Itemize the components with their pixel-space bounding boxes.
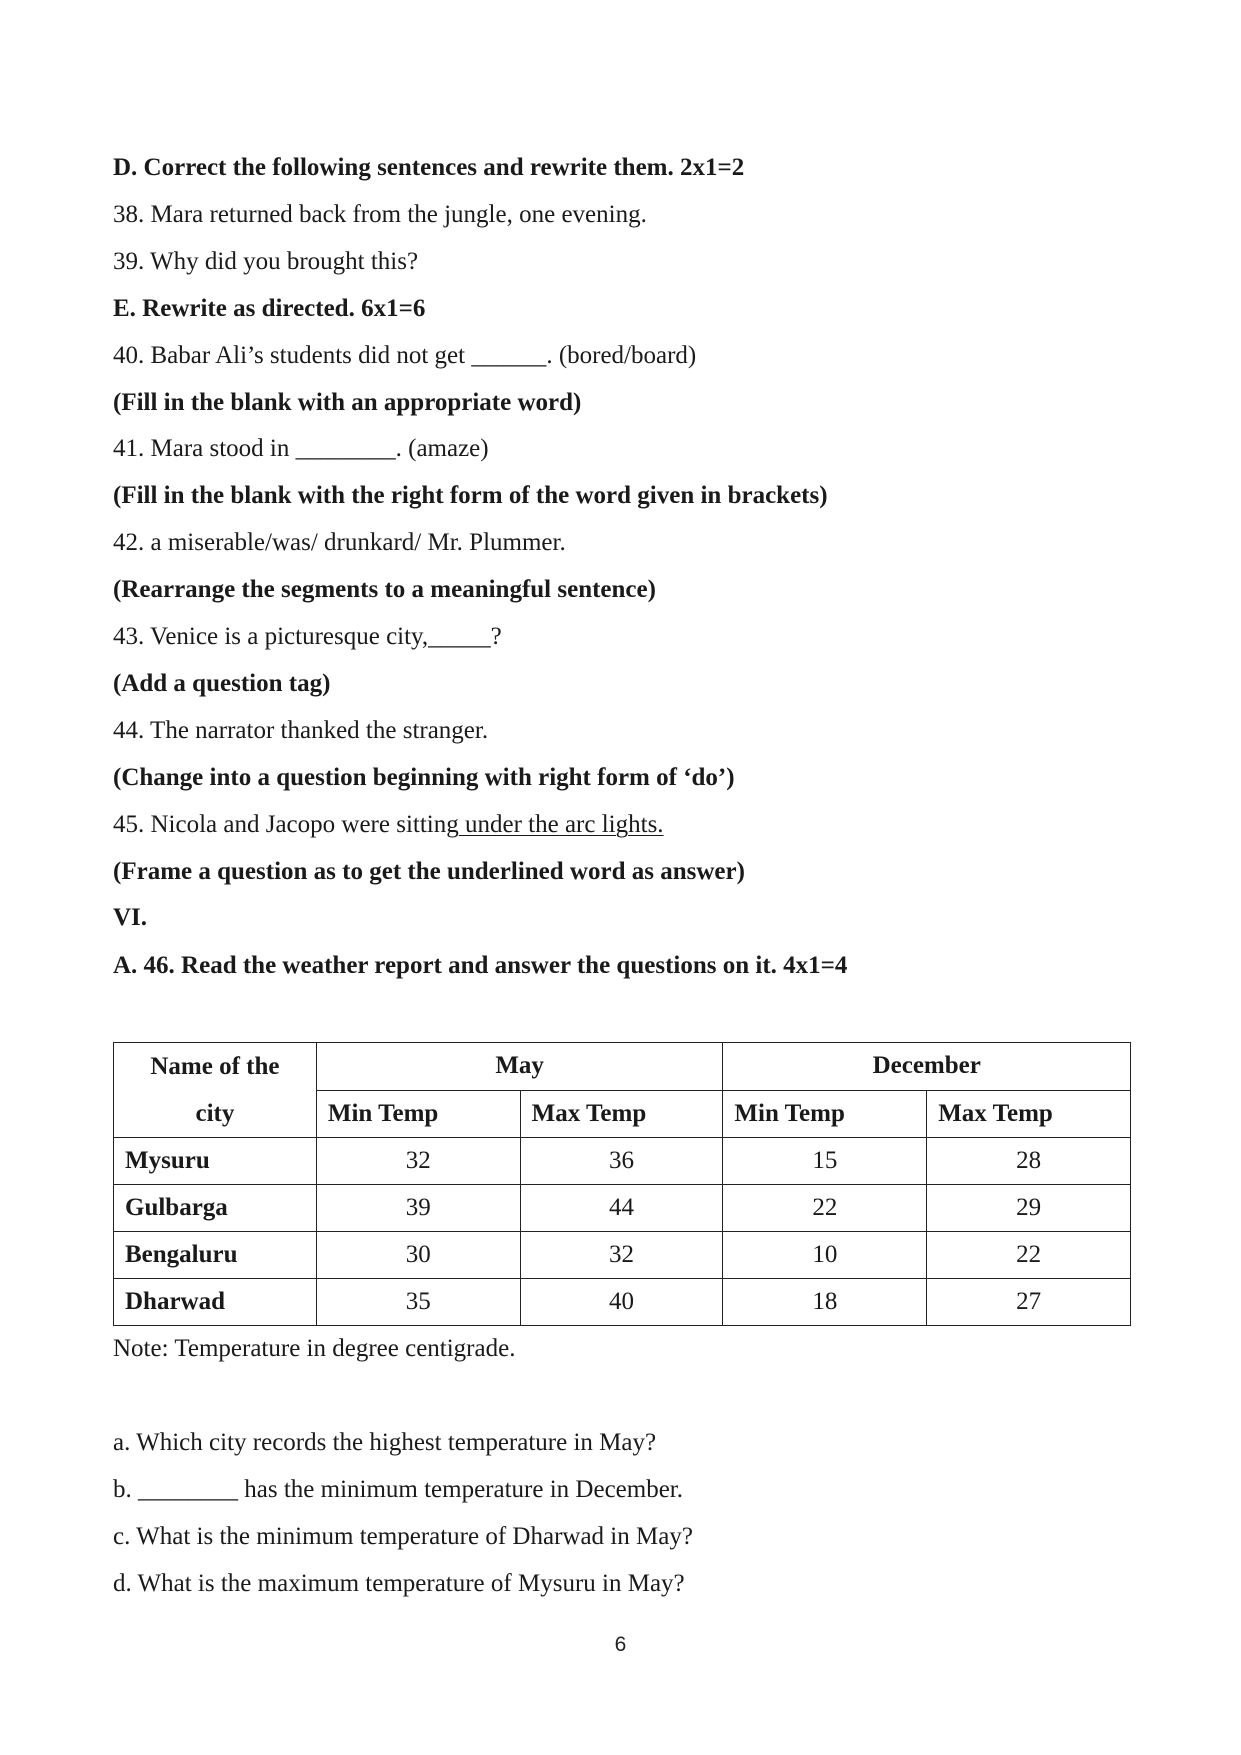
page-number: 6 [614, 1633, 627, 1656]
section-e-heading: E. Rewrite as directed. 6x1=6 [113, 295, 426, 322]
question-39: 39. Why did you brought this? [113, 248, 419, 275]
may-min-cell: 39 [316, 1185, 520, 1232]
question-40: 40. Babar Ali’s students did not get ______. (bored/board) [113, 342, 697, 369]
december-max-cell: 28 [927, 1138, 1131, 1185]
city-cell: Gulbarga [114, 1185, 317, 1232]
december-min-cell: 22 [723, 1185, 927, 1232]
question-42-instruction: (Rearrange the segments to a meaningful sentence) [113, 576, 656, 603]
may-max-cell: 36 [520, 1138, 723, 1185]
question-38: 38. Mara returned back from the jungle, one evening. [113, 201, 647, 228]
city-name-header: Name of the city [114, 1043, 317, 1138]
december-max-header: Max Temp [927, 1090, 1131, 1138]
question-41: 41. Mara stood in ________. (amaze) [113, 435, 489, 462]
december-min-cell: 18 [723, 1279, 927, 1326]
question-45-text: 45. Nicola and Jacopo were sitting [113, 811, 459, 838]
december-max-cell: 27 [927, 1279, 1131, 1326]
question-40-instruction: (Fill in the blank with an appropriate word) [113, 389, 582, 416]
may-min-header: Min Temp [316, 1090, 520, 1138]
table-row [114, 1185, 1131, 1232]
question-45-underlined: under the arc lights. [458, 811, 664, 838]
question-44: 44. The narrator thanked the stranger. [113, 717, 489, 744]
question-41-instruction: (Fill in the blank with the right form of the word given in brackets) [113, 482, 828, 509]
table-row [114, 1138, 1131, 1185]
may-min-cell: 30 [316, 1232, 520, 1279]
city-cell: Mysuru [114, 1138, 317, 1185]
question-42: 42. a miserable/was/ drunkard/ Mr. Plummer. [113, 529, 566, 556]
city-cell: Bengaluru [114, 1232, 317, 1279]
may-min-cell: 32 [316, 1138, 520, 1185]
may-min-cell: 35 [316, 1279, 520, 1326]
december-max-cell: 22 [927, 1232, 1131, 1279]
question-d: d. What is the maximum temperature of Mysuru in May? [113, 1570, 685, 1597]
december-max-cell: 29 [927, 1185, 1131, 1232]
section-vi-heading: VI. [113, 904, 148, 931]
december-header: December [723, 1043, 1131, 1091]
question-b: b. ________ has the minimum temperature in December. [113, 1476, 683, 1503]
table-note: Note: Temperature in degree centigrade. [113, 1335, 516, 1362]
question-c: c. What is the minimum temperature of Dharwad in May? [113, 1523, 693, 1550]
may-max-cell: 40 [520, 1279, 723, 1326]
weather-report-table [113, 1042, 1131, 1326]
question-44-instruction: (Change into a question beginning with right form of ‘do’) [113, 764, 735, 791]
may-max-cell: 44 [520, 1185, 723, 1232]
december-min-cell: 15 [723, 1138, 927, 1185]
question-45 [113, 812, 664, 837]
may-header: May [316, 1043, 723, 1091]
table-row [114, 1279, 1131, 1326]
question-46-heading: A. 46. Read the weather report and answer the questions on it. 4x1=4 [113, 952, 848, 979]
city-cell: Dharwad [114, 1279, 317, 1326]
december-min-header: Min Temp [723, 1090, 927, 1138]
section-d-heading: D. Correct the following sentences and rewrite them. 2x1=2 [113, 154, 745, 181]
question-43: 43. Venice is a picturesque city,_____? [113, 623, 502, 650]
december-min-cell: 10 [723, 1232, 927, 1279]
may-max-cell: 32 [520, 1232, 723, 1279]
table-row [114, 1232, 1131, 1279]
question-45-instruction: (Frame a question as to get the underlined word as answer) [113, 858, 745, 885]
question-43-instruction: (Add a question tag) [113, 670, 331, 697]
may-max-header: Max Temp [520, 1090, 723, 1138]
question-a: a. Which city records the highest temperature in May? [113, 1429, 657, 1456]
